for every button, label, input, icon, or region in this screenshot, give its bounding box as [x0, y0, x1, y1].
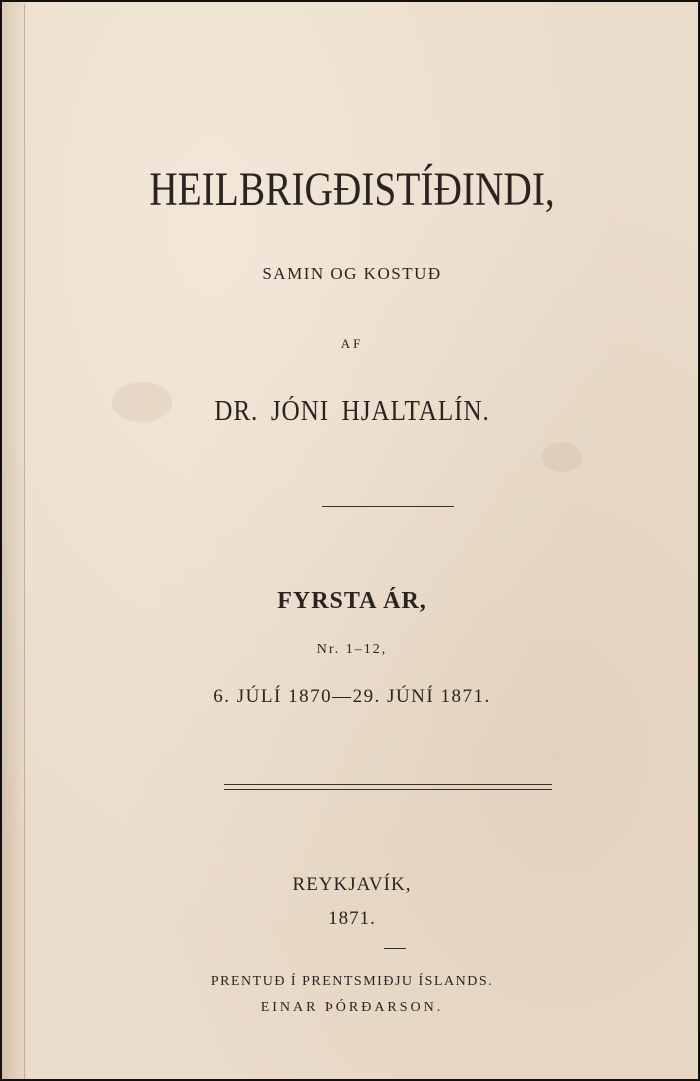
paper-stain: [542, 442, 582, 472]
printer-name: EINAR ÞÓRÐARSON.: [260, 1000, 444, 1015]
printer-line: PRENTUÐ Í PRENTSMIÐJU ÍSLANDS.: [210, 974, 494, 989]
publication-year: 1871.: [328, 908, 376, 929]
date-range: 6. JÚLÍ 1870—29. JÚNÍ 1871.: [213, 686, 491, 707]
book-subtitle: SAMIN OG KOSTUÐ: [262, 264, 442, 283]
by-line: AF: [340, 336, 364, 351]
small-rule: [384, 948, 406, 949]
issue-numbers: Nr. 1–12,: [316, 642, 388, 657]
publication-place: REYKJAVÍK,: [292, 874, 412, 895]
divider-rule: [322, 506, 454, 507]
book-title: HEILBRIGÐISTÍÐINDI,: [149, 163, 555, 216]
double-rule: [224, 784, 552, 790]
volume-label: FYRSTA ÁR,: [277, 588, 427, 614]
author-name: DR. JÓNI HJALTALÍN.: [214, 396, 490, 427]
